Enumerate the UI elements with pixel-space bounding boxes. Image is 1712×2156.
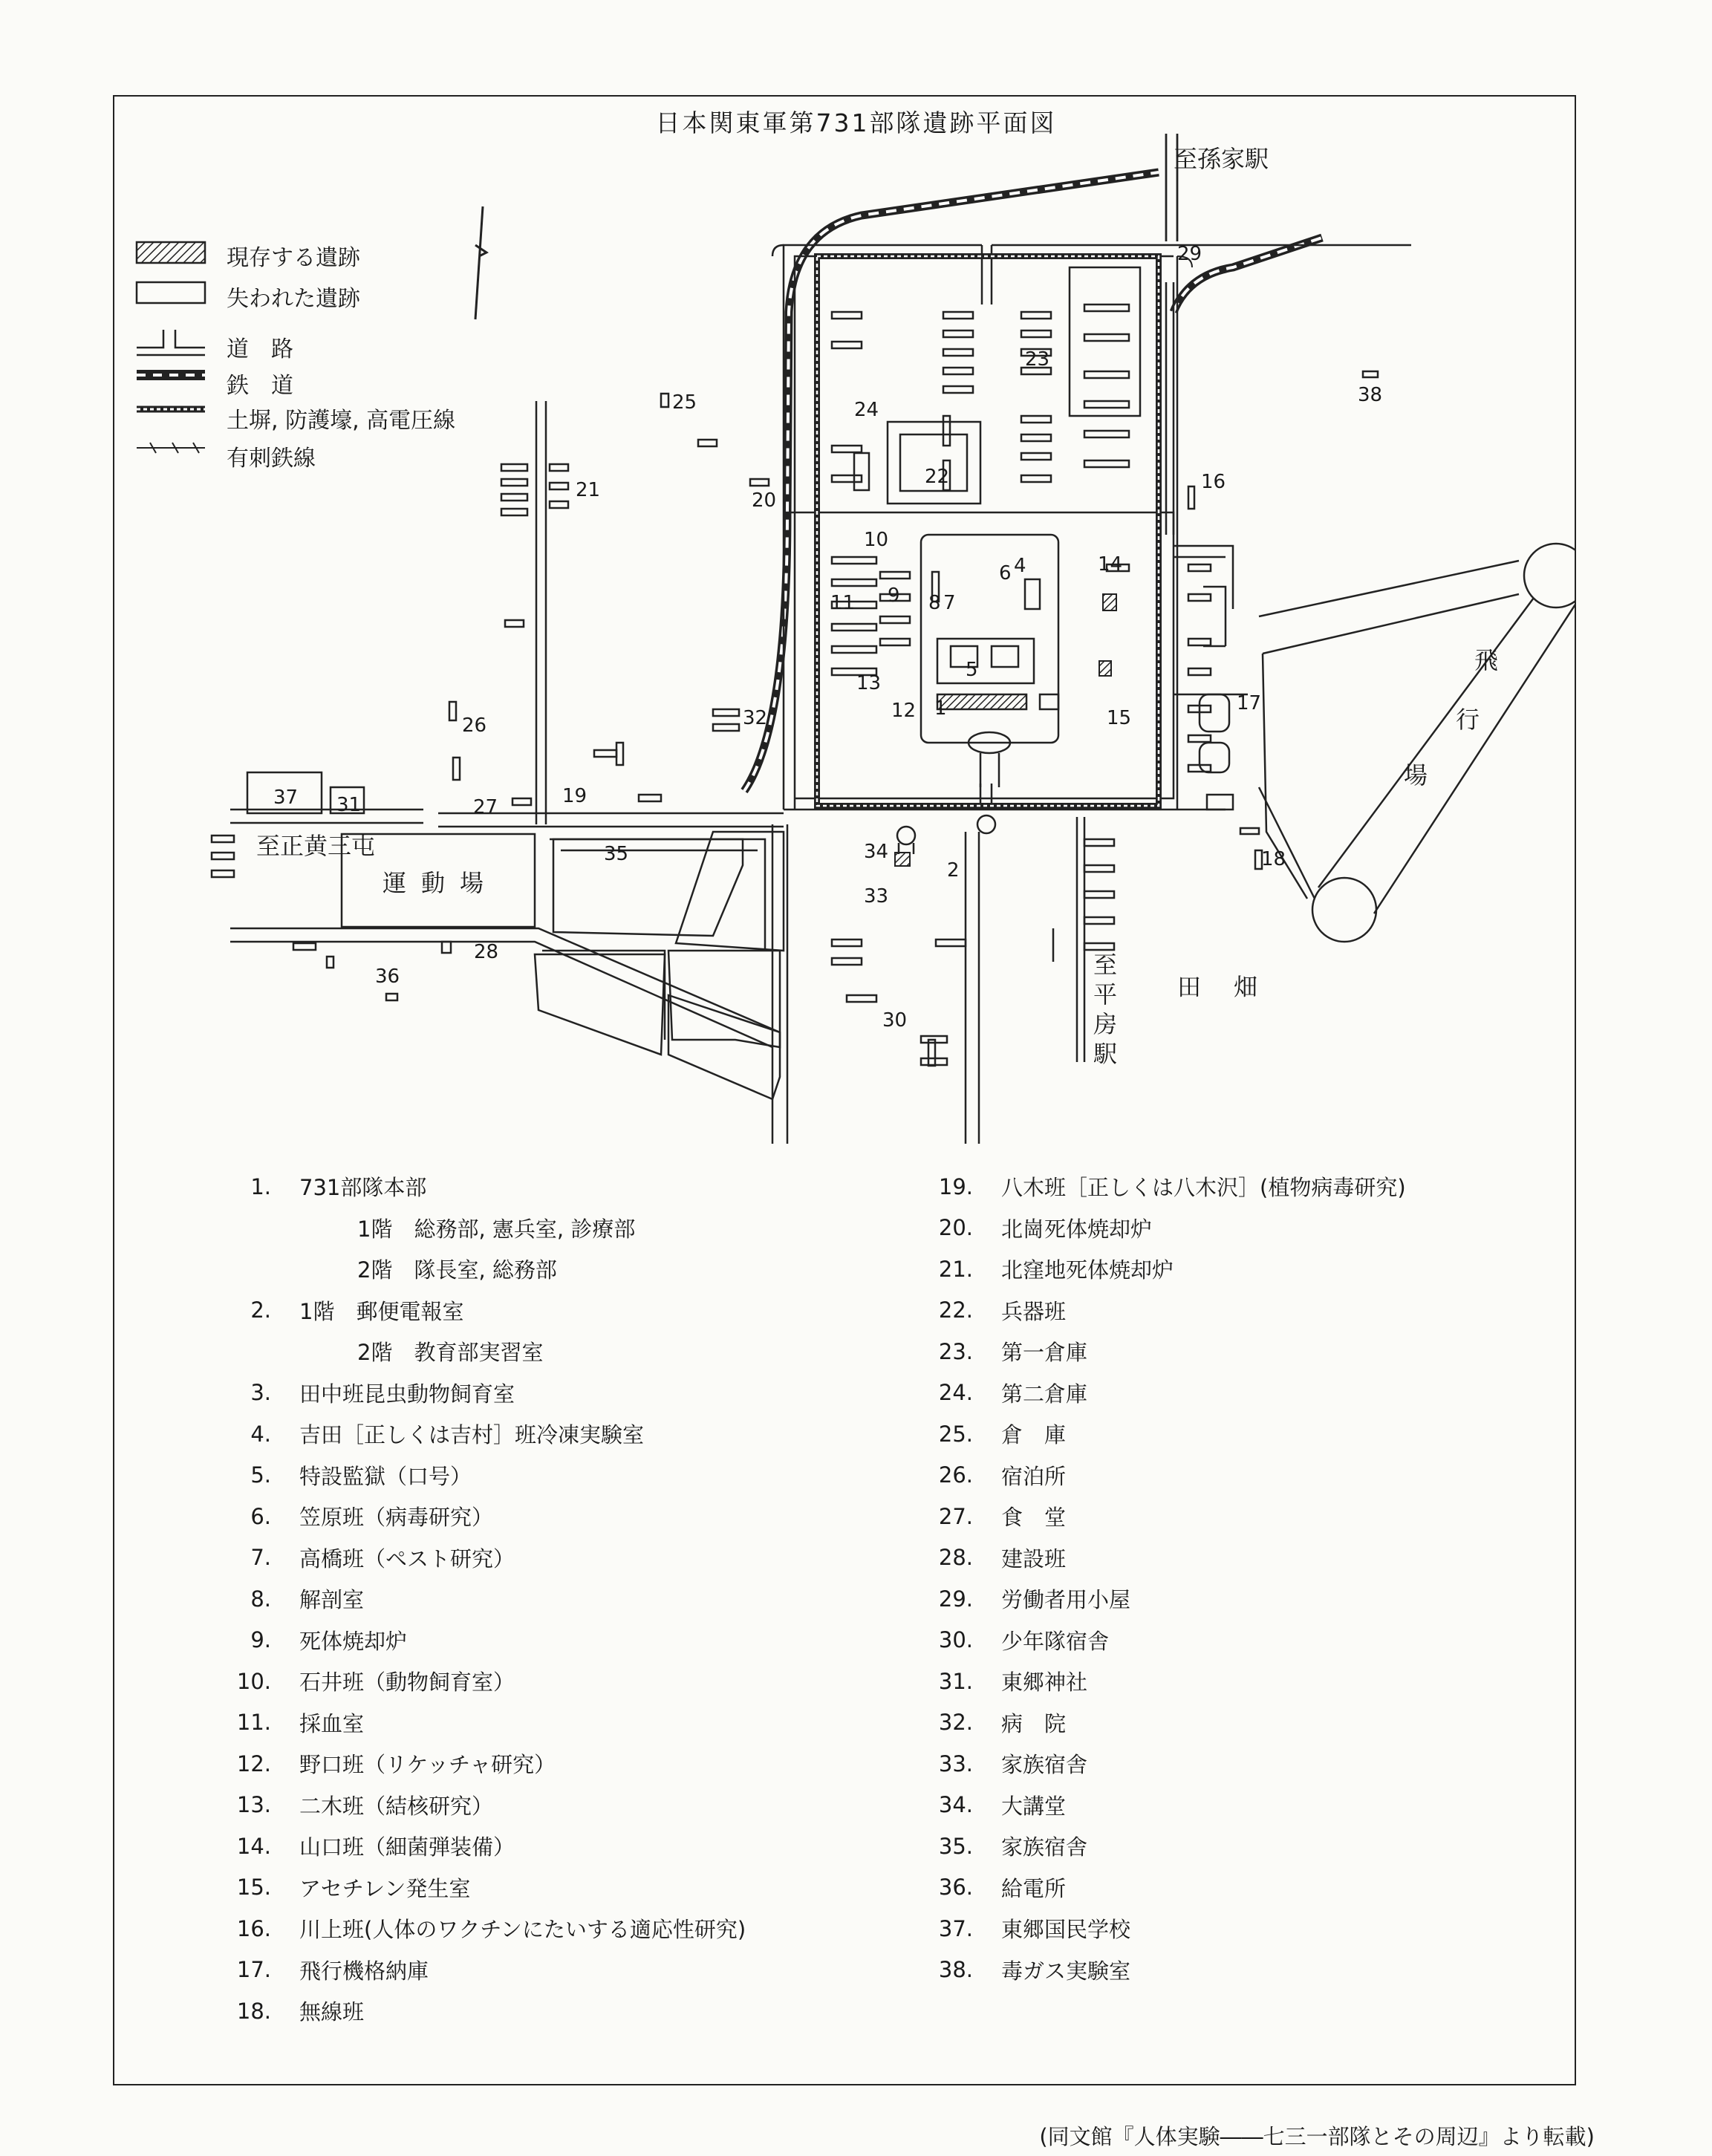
auditorium-34: [897, 827, 915, 854]
site-34: 34: [864, 841, 889, 863]
destination-sunjia: 至孫家駅: [1174, 145, 1269, 173]
roundabout: [977, 815, 995, 833]
building-3-existing: [1099, 661, 1111, 676]
destination-pingfang-1: 至: [1093, 951, 1118, 979]
index-item: 19. 八木班［正しくは八木沢］(植物病毒研究): [938, 1173, 1406, 1201]
index-item: 8. 解剖室: [250, 1586, 365, 1613]
index-item: 4. 吉田［正しくは吉村］班冷凍実験室: [250, 1421, 645, 1448]
fields-label: 田 畑: [1177, 973, 1263, 1001]
site-18: 18: [1261, 848, 1286, 870]
site-25: 25: [672, 391, 697, 414]
site-32: 32: [743, 707, 768, 729]
airfield-label-2: 行: [1456, 706, 1480, 734]
destination-zhenghuang: 至正黄三屯: [256, 832, 376, 860]
building-2-existing: [895, 853, 910, 866]
site-37: 37: [273, 786, 299, 809]
site-24: 24: [854, 399, 879, 421]
airfield-label-1: 飛: [1474, 646, 1499, 674]
site-36: 36: [375, 965, 400, 988]
index-item: 33. 家族宿舎: [938, 1750, 1088, 1778]
legend-label-road: 道 路: [227, 336, 293, 362]
index-item: 11. 採血室: [236, 1710, 365, 1736]
inner-enclosure: [921, 535, 1058, 787]
site-6: 6: [999, 562, 1012, 584]
index-item: 35. 家族宿舎: [938, 1833, 1088, 1860]
index-item: 20. 北崗死体焼却炉: [938, 1215, 1153, 1242]
destination-pingfang-2: 平: [1093, 980, 1118, 1009]
index-item: 26. 宿泊所: [938, 1462, 1067, 1489]
index-item: 17. 飛行機格納庫: [236, 1957, 429, 1984]
southern-blocks: [535, 817, 1084, 1144]
index-item: 1. 731部隊本部: [250, 1173, 427, 1201]
site-2: 2: [947, 859, 960, 882]
legend-label-existing: 現存する遺跡: [227, 245, 360, 271]
index-item: 9. 死体焼却炉: [250, 1627, 408, 1654]
site-map: [113, 95, 1576, 1165]
site-19: 19: [562, 785, 588, 807]
index-item: 2階 教育部実習室: [357, 1340, 544, 1366]
site-15: 15: [1107, 707, 1132, 729]
site-31: 31: [336, 794, 362, 816]
index-item: 15. アセチレン発生室: [236, 1875, 471, 1901]
site-21: 21: [576, 479, 601, 501]
index-item: 5. 特設監獄（口号）: [250, 1462, 472, 1489]
site-13: 13: [856, 672, 882, 694]
index-item: 28. 建設班: [938, 1545, 1067, 1572]
sports-ground-label: 運動場: [383, 869, 499, 897]
site-17: 17: [1237, 692, 1262, 714]
site-number-labels: [273, 243, 1382, 1032]
index-item: 36. 給電所: [938, 1875, 1067, 1901]
index-item: 7. 高橋班（ペスト研究）: [250, 1545, 515, 1572]
index-item: 34. 大講堂: [938, 1792, 1067, 1819]
hangars: [1188, 486, 1233, 810]
source-credit: (同文館『人体実験――七三一部隊とその周辺』より転載): [1039, 2124, 1595, 2149]
legend-label-lost: 失われた遺跡: [227, 286, 360, 312]
legend-label-railway: 鉄 道: [227, 373, 293, 399]
index-item: 31. 東郷神社: [938, 1668, 1088, 1696]
site-12: 12: [891, 700, 917, 722]
site-10: 10: [864, 529, 889, 551]
map-title: 日本関東軍第731部隊遺跡平面図: [655, 108, 1057, 137]
index-item: 29. 労働者用小屋: [938, 1586, 1131, 1613]
site-4: 4: [1014, 555, 1026, 577]
airfield: [1259, 544, 1576, 942]
site-index-right: [914, 1166, 1406, 1990]
index-item: 16. 川上班(人体のワクチンにたいする適応性研究): [236, 1915, 746, 1943]
site-29: 29: [1177, 243, 1202, 265]
site-7: 7: [943, 592, 956, 614]
index-item: 23. 第一倉庫: [938, 1338, 1088, 1366]
destination-pingfang: [1093, 951, 1117, 1068]
destination-pingfang-3: 房: [1093, 1010, 1118, 1038]
index-item: 12. 野口班（リケッチャ研究）: [236, 1750, 556, 1778]
site-35: 35: [604, 843, 629, 865]
building-1-existing: [937, 694, 1026, 709]
index-item: 25. 倉 庫: [938, 1421, 1067, 1448]
index-item: 1階 総務部, 憲兵室, 診療部: [357, 1216, 636, 1242]
building-14-existing: [1103, 594, 1116, 610]
site-8: 8: [928, 592, 941, 614]
site-16: 16: [1201, 471, 1226, 493]
index-item: 32. 病 院: [938, 1710, 1067, 1736]
site-30: 30: [882, 1009, 908, 1032]
index-item: 6. 笠原班（病毒研究）: [250, 1503, 494, 1531]
legend-label-wall: 土塀, 防護壕, 高電圧線: [227, 408, 456, 434]
index-item: 38. 毒ガス実験室: [938, 1957, 1131, 1984]
site-22: 22: [925, 466, 950, 488]
index-item: 24. 第二倉庫: [938, 1380, 1088, 1407]
index-item: 21. 北窪地死体焼却炉: [938, 1256, 1174, 1283]
site-20: 20: [752, 489, 777, 512]
index-item: 2階 隊長室, 総務部: [357, 1257, 557, 1283]
index-item: 30. 少年隊宿舎: [938, 1627, 1110, 1654]
north-arrow-icon: [475, 206, 486, 319]
building-22: [888, 422, 980, 504]
airfield-label-3: 場: [1404, 761, 1428, 789]
index-item: 22. 兵器班: [938, 1297, 1067, 1324]
index-item: 37. 東郷国民学校: [938, 1915, 1131, 1943]
site-26: 26: [462, 714, 487, 737]
site-5: 5: [966, 659, 978, 681]
destination-pingfang-4: 駅: [1093, 1040, 1118, 1068]
site-27: 27: [473, 796, 498, 818]
site-38: 38: [1358, 384, 1383, 406]
site-11: 11: [830, 592, 856, 614]
index-item: 2. 1階 郵便電報室: [250, 1297, 464, 1324]
site-index-left: [212, 1166, 746, 2032]
site-28: 28: [474, 941, 499, 963]
index-item: 18. 無線班: [236, 1998, 365, 2025]
index-item: 14. 山口班（細菌弾装備）: [236, 1833, 515, 1860]
legend-label-barbed-wire: 有刺鉄線: [227, 446, 316, 472]
site-33: 33: [864, 885, 889, 908]
site-14: 14: [1098, 553, 1123, 576]
site-23: 23: [1025, 348, 1050, 371]
index-item: 3. 田中班昆虫動物飼育室: [250, 1380, 515, 1407]
index-item: 10. 石井班（動物飼育室）: [236, 1668, 515, 1696]
index-item: 27. 食 堂: [938, 1503, 1067, 1531]
site-1: 1: [934, 697, 947, 720]
airfield-label: [1404, 646, 1498, 789]
site-9: 9: [888, 584, 900, 607]
index-item: 13. 二木班（結核研究）: [236, 1792, 494, 1819]
